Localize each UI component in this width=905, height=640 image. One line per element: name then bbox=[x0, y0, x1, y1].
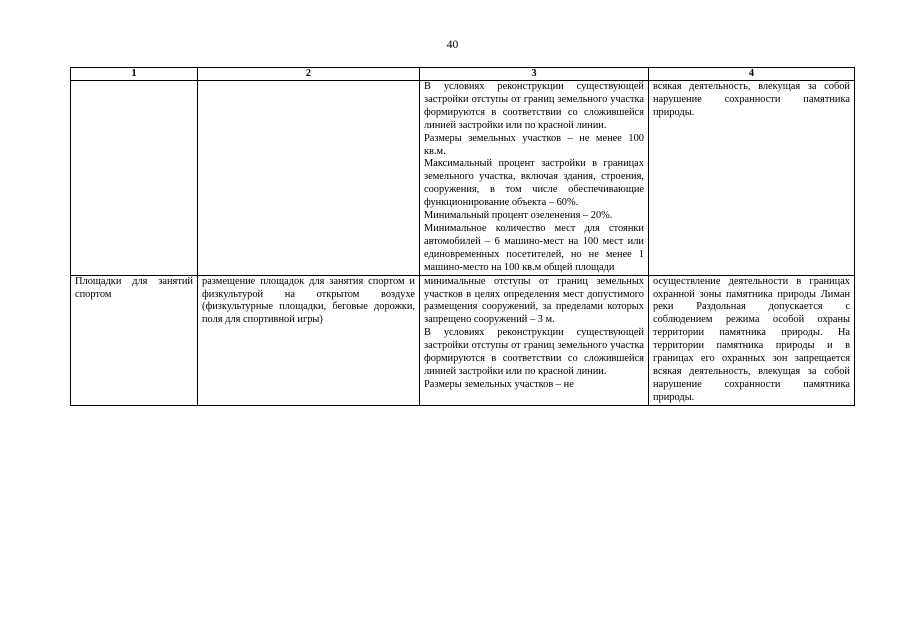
row2-use-description: размещение площадок для занятия спортом и физкультурой на открытом воздухе (физкультурные площадки, беговые дорожки, поля для спортивной игры) bbox=[198, 275, 420, 405]
column-header-4: 4 bbox=[649, 68, 855, 81]
table-header-row bbox=[71, 68, 855, 81]
row2-parameters bbox=[420, 275, 649, 405]
row2-parameter-text: минимальные отступы от границ земельных участков в целях определения мест допустимого размещения сооружений, за пределами которых запрещено сооружений – 3 м. bbox=[424, 275, 644, 326]
row1-parameter-text: Размеры земельных участков – не менее 100 кв.м. bbox=[424, 132, 644, 157]
row1-use-description bbox=[198, 81, 420, 276]
row1-parameter-text: Максимальный процент застройки в границах земельного участка, включая здания, строения, сооружения, в том числе обеспечивающие функционирование объекта – 60%. bbox=[424, 158, 644, 209]
table-row bbox=[71, 275, 855, 405]
column-header-1: 1 bbox=[71, 68, 198, 81]
row1-parameter-text: В условиях реконструкции существующей застройки отступы от границ земельного участка формируются в соответствии со сложившейся линией застройки или по красной линии. bbox=[424, 81, 644, 131]
row2-restrictions: осуществление деятельности в границах охранной зоны памятника природы Лиман реки Раздольная допускается с соблюдением режима особой охраны территории памятника природы. На территории памятника природы и в границах его охранных зон запрещается всякая деятельность, влекущая за собой нарушение сохранности памятника природы. bbox=[649, 275, 855, 405]
row2-parameter-text: В условиях реконструкции существующей застройки отступы от границ земельного участка формируются в соответствии со сложившейся линией застройки или по красной линии. bbox=[424, 327, 644, 377]
column-header-3: 3 bbox=[420, 68, 649, 81]
row2-parameter-text: Размеры земельных участков – не bbox=[424, 378, 574, 390]
column-header-2: 2 bbox=[198, 68, 420, 81]
row1-parameter-text: Минимальное количество мест для стоянки автомобилей – 6 машино-мест на 100 мест или единовременных посетителей, но не менее 1 машино-место на 100 кв.м общей площади bbox=[424, 222, 644, 273]
row1-use-type bbox=[71, 81, 198, 276]
row2-use-type: Площадки для занятий спортом bbox=[71, 275, 198, 405]
row1-parameter-text: Минимальный процент озеленения – 20%. bbox=[424, 210, 613, 222]
table-row bbox=[71, 81, 855, 276]
page-number: 40 bbox=[446, 39, 459, 51]
row1-parameters bbox=[420, 81, 649, 276]
regulations-table bbox=[70, 67, 855, 406]
row1-restrictions: всякая деятельность, влекущая за собой нарушение сохранности памятника природы. bbox=[649, 81, 855, 276]
